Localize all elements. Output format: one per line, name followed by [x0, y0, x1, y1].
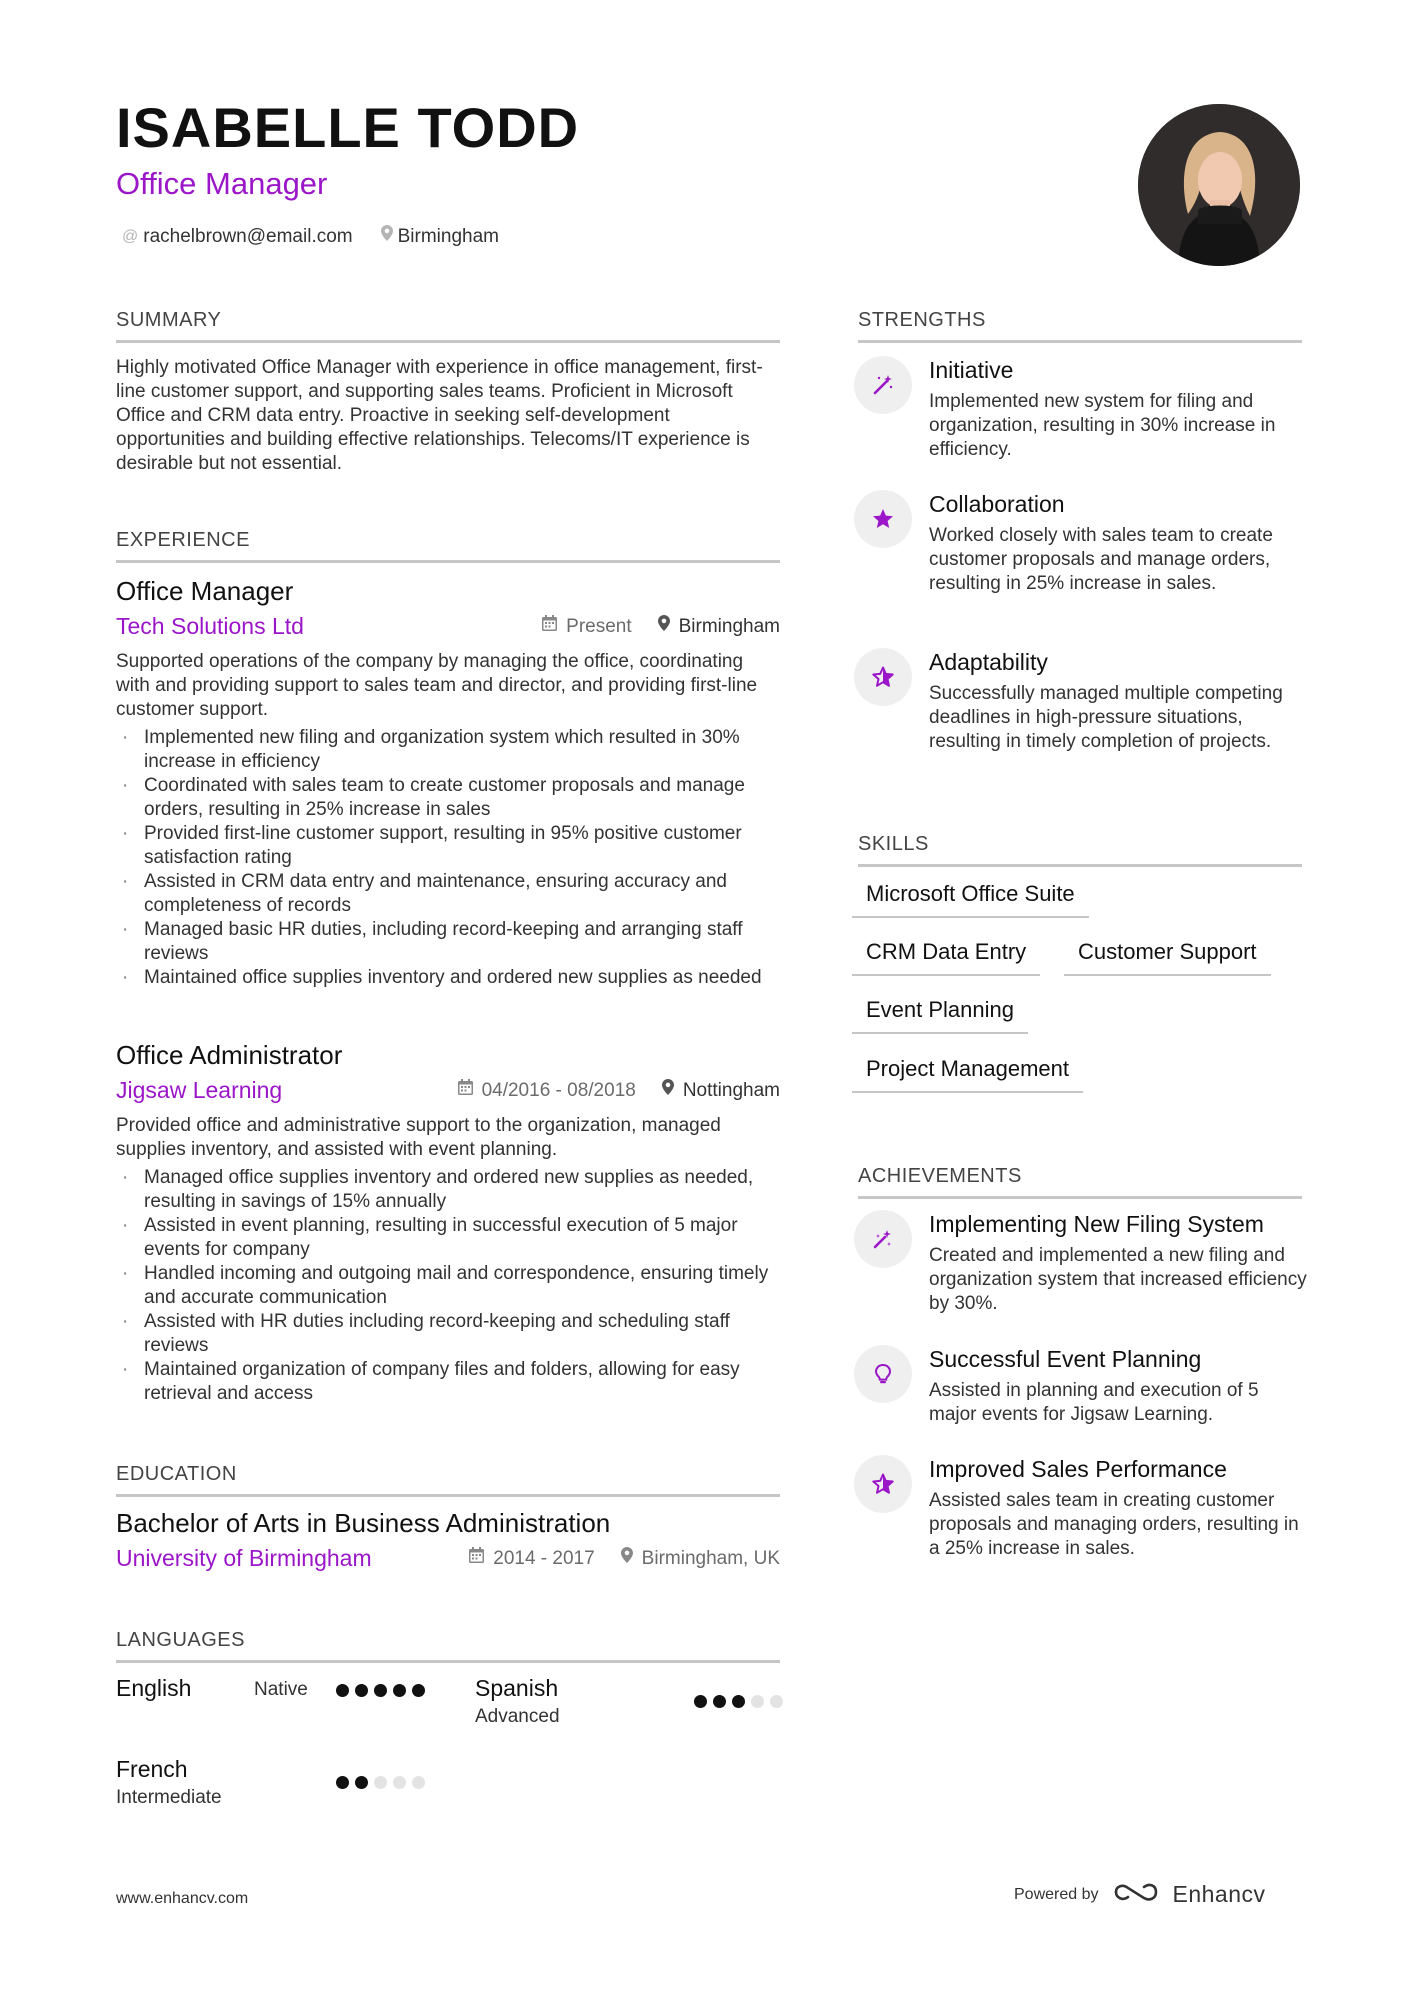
strength-item	[854, 648, 1304, 778]
bullet-item: · Assisted with HR duties including record-keeping and scheduling staff reviews	[116, 1310, 780, 1358]
location-text: Birmingham	[397, 226, 499, 247]
strength-item	[854, 490, 1304, 620]
school-name: University of Birmingham	[116, 1545, 372, 1571]
location-pin-icon	[658, 615, 670, 639]
education-date-text: 2014 - 2017	[493, 1548, 595, 1569]
summary-text: Highly motivated Office Manager with experience in office management, first-line customer support, and supporting sales teams. Proficient in Microsoft Office and CRM data entry. Proactive in seeking self-development opportunities and building effective relationships. Telecoms/IT experience is desirable but not essential.	[116, 357, 763, 474]
languages-heading: LANGUAGES	[116, 1630, 780, 1663]
strength-title: Collaboration	[929, 491, 1065, 517]
bullet-item: · Implemented new filing and organization system which resulted in 30% increase in efficiency	[116, 726, 780, 774]
location-pin-icon	[621, 1547, 633, 1571]
location-pin-icon	[381, 225, 393, 249]
brand-name: Enhancv	[1172, 1881, 1266, 1907]
job-date-text: Present	[566, 616, 632, 637]
education-heading: EDUCATION	[116, 1464, 780, 1497]
achievements-heading: ACHIEVEMENTS	[858, 1166, 1302, 1199]
contact-email[interactable]	[122, 225, 353, 249]
rating-dot-empty	[393, 1776, 406, 1789]
job-bullets	[116, 1166, 780, 1406]
education-meta	[469, 1547, 780, 1571]
calendar-icon	[469, 1547, 484, 1571]
rating-dot-empty	[374, 1776, 387, 1789]
job-meta	[458, 1079, 780, 1103]
achievement-title: Implementing New Filing System	[929, 1211, 1264, 1237]
job-description: Supported operations of the company by managing the office, coordinating with and providing support to sales team and director, and providing first-line customer support.	[116, 651, 758, 720]
achievement-item	[854, 1455, 1304, 1585]
rating-dot-filled	[374, 1684, 387, 1697]
language-level: Advanced	[475, 1706, 560, 1727]
language-rating	[336, 1684, 425, 1697]
rating-dot-filled	[732, 1695, 745, 1708]
job-date	[542, 615, 631, 639]
job-title: Office Manager	[116, 576, 294, 606]
skill-tag: Microsoft Office Suite	[852, 880, 1089, 918]
strength-title: Adaptability	[929, 649, 1048, 675]
language-level: Intermediate	[116, 1787, 222, 1808]
job-date	[458, 1079, 636, 1103]
education-location	[621, 1547, 780, 1571]
job-bullets	[116, 726, 780, 990]
star-outline-icon	[854, 1455, 912, 1513]
job-location-text: Nottingham	[682, 1080, 780, 1101]
bullet-item: · Coordinated with sales team to create customer proposals and manage orders, resulting in 25% increase in sales	[116, 774, 780, 822]
bullet-item: · Assisted in CRM data entry and maintenance, ensuring accuracy and completeness of records	[116, 870, 780, 918]
language-rating	[694, 1695, 783, 1708]
location-pin-icon	[662, 1079, 674, 1103]
skill-tag: Customer Support	[1064, 938, 1271, 976]
skill-tag: Project Management	[852, 1055, 1083, 1093]
language-name: English	[116, 1675, 192, 1701]
language-name: Spanish	[475, 1675, 559, 1701]
job-title: Office Administrator	[116, 1040, 343, 1070]
education-location-text: Birmingham, UK	[641, 1548, 780, 1569]
job-meta	[542, 615, 780, 639]
bullet-item: · Assisted in event planning, resulting in successful execution of 5 major events for company	[116, 1214, 780, 1262]
rating-dot-filled	[355, 1776, 368, 1789]
company-name: Tech Solutions Ltd	[116, 613, 304, 639]
candidate-role: Office Manager	[116, 166, 328, 201]
bullet-item: · Handled incoming and outgoing mail and correspondence, ensuring timely and accurate communication	[116, 1262, 780, 1310]
strength-description: Successfully managed multiple competing deadlines in high-pressure situations, resulting in timely completion of projects.	[929, 683, 1283, 752]
bullet-item: · Managed office supplies inventory and ordered new supplies as needed, resulting in savings of 15% annually	[116, 1166, 780, 1214]
at-icon: @	[122, 228, 139, 245]
skill-tag: Event Planning	[852, 996, 1028, 1034]
job-description: Provided office and administrative support to the organization, managed supplies inventory, and assisted with event planning.	[116, 1115, 721, 1160]
rating-dot-filled	[336, 1684, 349, 1697]
rating-dot-empty	[412, 1776, 425, 1789]
language-name: French	[116, 1756, 188, 1782]
enhancv-logo-icon	[1113, 1880, 1159, 1909]
contact-location	[381, 225, 499, 249]
company-name: Jigsaw Learning	[116, 1077, 283, 1103]
achievement-title: Successful Event Planning	[929, 1346, 1202, 1372]
strength-description: Worked closely with sales team to create customer proposals and manage orders, resulting in 25% increase in sales.	[929, 525, 1273, 594]
email-text: rachelbrown@email.com	[143, 226, 353, 247]
language-level: Native	[254, 1679, 308, 1700]
rating-dot-empty	[751, 1695, 764, 1708]
star-icon	[854, 490, 912, 548]
strengths-heading: STRENGTHS	[858, 310, 1302, 343]
bullet-item: · Provided first-line customer support, resulting in 95% positive customer satisfaction rating	[116, 822, 780, 870]
degree-title: Bachelor of Arts in Business Administration	[116, 1508, 611, 1538]
job-location	[658, 615, 780, 639]
experience-heading: EXPERIENCE	[116, 530, 780, 563]
job-location	[662, 1079, 780, 1103]
rating-dot-filled	[412, 1684, 425, 1697]
strength-description: Implemented new system for filing and organization, resulting in 30% increase in efficiency.	[929, 391, 1276, 460]
star-outline-icon	[854, 648, 912, 706]
achievement-item	[854, 1345, 1304, 1435]
footer-website[interactable]: www.enhancv.com	[116, 1890, 249, 1907]
profile-photo	[1138, 104, 1300, 266]
bullet-item: · Maintained organization of company files and folders, allowing for easy retrieval and access	[116, 1358, 780, 1406]
contact-row	[122, 225, 499, 249]
sparkles-icon	[854, 1210, 912, 1268]
candidate-name: ISABELLE TODD	[116, 96, 580, 159]
achievement-description: Assisted in planning and execution of 5 major events for Jigsaw Learning.	[929, 1380, 1259, 1425]
rating-dot-filled	[355, 1684, 368, 1697]
job-date-text: 04/2016 - 08/2018	[481, 1080, 636, 1101]
bullet-item: · Managed basic HR duties, including record-keeping and arranging staff reviews	[116, 918, 780, 966]
footer-branding[interactable]	[1014, 1880, 1266, 1909]
education-entry	[116, 1510, 780, 1580]
strength-title: Initiative	[929, 357, 1014, 383]
summary-heading: SUMMARY	[116, 310, 780, 343]
job-entry	[116, 578, 780, 1018]
achievement-title: Improved Sales Performance	[929, 1456, 1227, 1482]
rating-dot-filled	[713, 1695, 726, 1708]
lightbulb-icon	[854, 1345, 912, 1403]
calendar-icon	[542, 615, 557, 639]
rating-dot-filled	[336, 1776, 349, 1789]
bullet-item: · Maintained office supplies inventory and ordered new supplies as needed	[116, 966, 780, 990]
magic-wand-icon	[854, 356, 912, 414]
skills-heading: SKILLS	[858, 834, 1302, 867]
job-location-text: Birmingham	[678, 616, 780, 637]
education-date	[469, 1547, 594, 1571]
rating-dot-filled	[393, 1684, 406, 1697]
rating-dot-filled	[694, 1695, 707, 1708]
rating-dot-empty	[770, 1695, 783, 1708]
calendar-icon	[458, 1079, 473, 1103]
language-rating	[336, 1776, 425, 1789]
achievement-description: Created and implemented a new filing and organization system that increased efficiency by 30%.	[929, 1245, 1307, 1314]
job-entry	[116, 1042, 780, 1422]
skill-tag: CRM Data Entry	[852, 938, 1040, 976]
strength-item	[854, 356, 1304, 466]
powered-by-text: Powered by	[1014, 1885, 1099, 1903]
achievement-item	[854, 1210, 1307, 1320]
achievement-description: Assisted sales team in creating customer proposals and managing orders, resulting in a 25% increase in sales.	[929, 1490, 1299, 1559]
